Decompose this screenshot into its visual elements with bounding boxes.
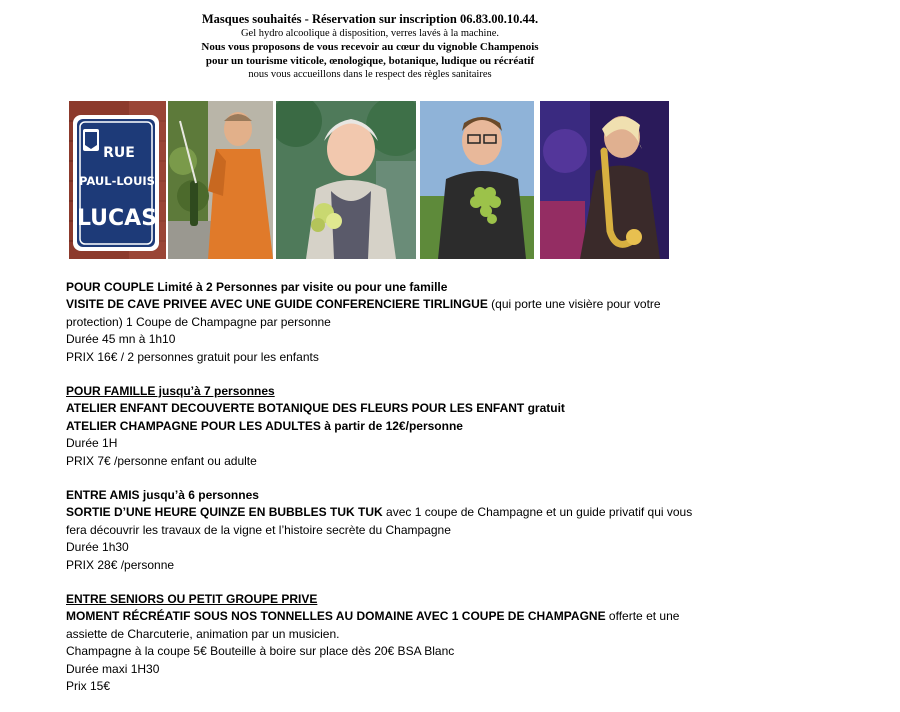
offer-title: POUR COUPLE Limité à 2 Personnes par visite ou pour une famille [66,280,448,294]
offer-duration: Durée 1h30 [66,540,129,555]
photo-street-sign [69,101,166,259]
offer-title: ENTRE AMIS jusqu’à 6 personnes [66,488,259,502]
offer-title: ENTRE SENIORS OU PETIT GROUPE PRIVE [66,592,318,606]
sign-text-name: PAUL-LOUIS [79,174,155,188]
offer-activity-detail: avec 1 coupe de Champagne et un guide privatif qui vous [382,505,693,520]
header-sanitary-line: nous vous accueillons dans le respect des règles sanitaires [248,69,492,80]
offer-activity: MOMENT RÉCRÉATIF SOUS NOS TONNELLES AU DOMAINE AVEC 1 COUPE DE CHAMPAGNE [66,609,606,624]
offer-activity: SORTIE D’UNE HEURE QUINZE EN BUBBLES TUK TUK [66,505,383,520]
offer-activity: VISITE DE CAVE PRIVEE AVEC UNE GUIDE CONFERENCIERE TIRLINGUE [66,297,488,312]
sign-text-rue: RUE [103,145,135,161]
offer-duration: Durée 45 mn à 1h10 [66,332,176,347]
header [0,12,740,81]
photo-man-sabering [168,101,273,259]
offer-detail: fera découvrir les travaux de la vigne et l’histoire secrète du Champagne [66,522,451,537]
header-tourism-line: pour un tourisme viticole, œnologique, botanique, ludique ou récréatif [205,55,535,67]
offer-activity-detail: (qui porte une visière pour votre [487,297,661,312]
photo-man-grapes [420,101,534,259]
offer-duration: Durée maxi 1H30 [66,661,160,676]
offer-detail: protection) 1 Coupe de Champagne par personne [66,314,331,329]
offer-title: POUR FAMILLE jusqu’à 7 personnes [66,384,275,398]
offer-activity-detail: offerte et une [605,609,680,624]
offer-activity-adults: ATELIER CHAMPAGNE POUR LES ADULTES à partir de 12€/personne [66,418,463,433]
offer-price: Prix 15€ [66,679,111,694]
header-hygiene-line: Gel hydro alcoolique à disposition, verres lavés à la machine. [240,28,500,39]
offer-price: PRIX 28€ /personne [66,557,175,572]
photo-saxophonist [540,101,669,259]
offer-price: PRIX 7€ /personne enfant ou adulte [66,453,257,468]
offer-detail: assiette de Charcuterie, animation par un musicien. [66,626,340,641]
photo-woman-flowers [276,101,416,259]
offer-price: PRIX 16€ / 2 personnes gratuit pour les enfants [66,349,319,364]
header-reservation-line: Masques souhaités - Réservation sur inscription 06.83.00.10.44. [201,12,539,26]
header-welcome-line: Nous vous proposons de vous recevoir au cœur du vignoble Champenois [201,41,539,53]
offer-champagne-prices: Champagne à la coupe 5€ Bouteille à boire sur place dès 20€ BSA Blanc [66,644,455,659]
sign-text-surname: LUCAS [76,206,158,231]
offer-duration: Durée 1H [66,436,118,451]
offer-activity: ATELIER ENFANT DECOUVERTE BOTANIQUE DES FLEURS POUR LES ENFANT gratuit [66,401,565,416]
